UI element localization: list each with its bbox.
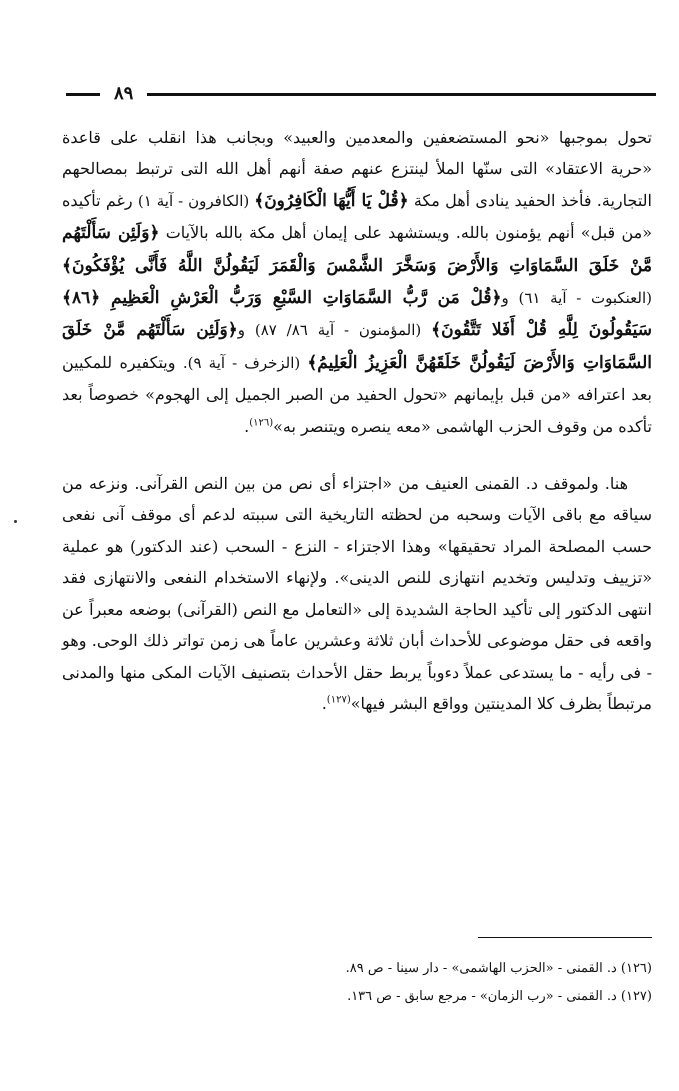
page-header [66,82,656,106]
text-segment: تحول بموجبها «نحو المستضعفين والمعدمين والعبيد» وبجانب هذا انقلب على قاعدة «حرية الاعتقاد» التى سنّها الملأ لينتزع عنهم صفة أنهم أهل الله التى ترتبط بمصالحهم التجارية. فأخذ الحفيد ينادى أهل مكة [62,128,652,210]
text-segment: ويتكفيره للمكيين بعد اعترافه «من قبل بإيمانهم «تحول الحفيد من الصبر الجميل إلى الهجوم» خصوصاً بعد تأكده من وقوف الحزب الهاشمى «معه ينصره ويتنصر به» [62,352,652,436]
page-number: ٨٩ [114,83,134,104]
body-text [62,122,652,719]
paragraph-2 [62,468,652,719]
header-rule-short [66,93,100,96]
quran-verse: ﴿قُلْ مَن رَّبُّ السَّمَاوَاتِ السَّبْعِ وَرَبُّ الْعَرْشِ الْعَظِيمِ ﴿٨٦﴾ سَيَقُولُونَ لِلَّهِ قُلْ أَفَلا تَتَّقُونَ﴾ [62,288,652,341]
footnote-marker[interactable]: (١٢٦) [249,417,274,429]
footnote-separator [478,937,652,938]
verse-reference: (المؤمنون - آية ٨٦/ ٨٧) و [237,321,432,340]
text-segment: . [321,693,327,713]
paragraph-1 [62,122,652,442]
footnote-marker[interactable]: (١٢٧) [326,694,351,706]
header-rule-long [147,93,656,96]
text-segment: رغم تأكيده «من قبل» أنهم يؤمنون بالله. ويستشهد على إيمان أهل مكة بالله بالآيات [62,190,653,243]
footnote-126: (١٢٦) د. القمنى - «الحزب الهاشمى» - دار سينا - ص ٨٩. [345,961,652,976]
margin-speck [14,520,17,523]
text-segment: هنا. ولموقف د. القمنى العنيف من «اجتزاء أى نص من بين النص القرآنى. ونزعه من سياقه مع باقى الآيات وسحبه من لحظته التاريخية التى سببته لدعم أى موقف آنى نفعى حسب المصلحة المراد تحقيقها» وهذا الاجتزاء - النزع - السحب (عند الدكتور) هو عملية «تزييف وتدليس وتخديم انتهازى للنص الدينى». ولإنهاء الاستخدام النفعى والانتهازى فقد انتهى الدكتور إلى تأكيد الحاجة الشديدة إلى «التعامل مع النص (القرآنى) بوضعه معبراً عن واقعه فى حقل موضوعى للأحداث أبان ثلاثة وعشرين عاماً هى زمن تواتر ذلك الوحى. وهو - فى رأيه - ما يستدعى عملاً دءوباً يربط حقل الأحداث بتصنيف الآيات المكى منها والمدنى مرتبطاً بظرف كلا المدينتين وواقع البشر فيها» [62,474,653,713]
verse-reference: (الكافرون - آية ١) [137,191,255,210]
verse-reference: (الزخرف - آية ٩). [182,353,308,372]
verse-reference: (العنكبوت - آية ٦١) و [501,289,652,308]
quran-verse: ﴿قُلْ يَا أَيُّهَا الْكَافِرُونَ﴾ [254,190,409,211]
footnotes [32,955,652,1011]
footnote-127: (١٢٧) د. القمنى - «رب الزمان» - مرجع سابق - ص ١٣٦. [347,989,652,1004]
quran-verse: ﴿وَلَئِن سَأَلْتَهُم مَّنْ خَلَقَ السَّمَاوَاتِ وَالأَرْضَ لَيَقُولُنَّ خَلَقَهُنَّ الْعَزِيزُ الْعَلِيمُ﴾ [62,320,652,373]
quran-verse: ﴿وَلَئِن سَأَلْتَهُم مَّنْ خَلَقَ السَّمَاوَاتِ وَالأَرْضَ وَسَخَّرَ الشَّمْسَ وَالْقَمَرَ لَيَقُولُنَّ اللَّهُ فَأَنَّى يُؤْفَكُونَ﴾ [62,223,652,276]
text-segment: . [244,416,250,436]
